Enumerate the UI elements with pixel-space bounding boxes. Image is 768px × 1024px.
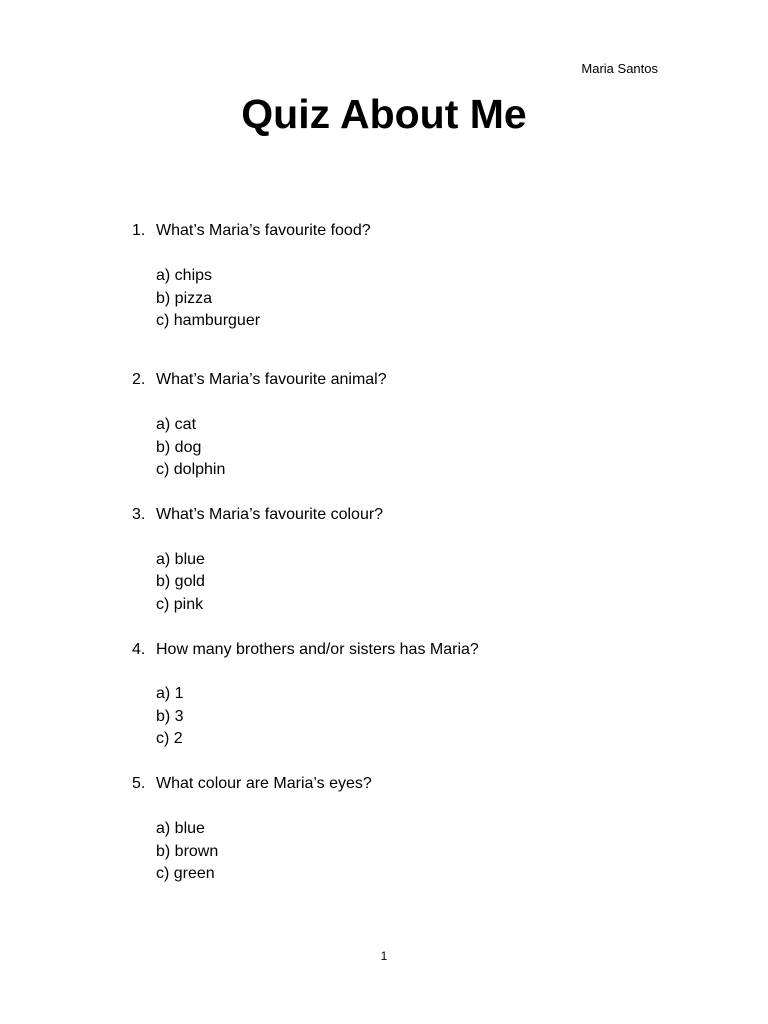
answer-option-a: a) blue: [156, 551, 205, 568]
answer-option-c: c) green: [156, 865, 215, 882]
answer-option-c: c) dolphin: [156, 461, 226, 478]
answer-option-a: a) chips: [156, 267, 213, 284]
answer-option-b: b) gold: [156, 573, 205, 590]
answer-option-c: c) pink: [156, 596, 204, 613]
answer-option-b: b) brown: [156, 843, 219, 860]
answer-option-a: a) 1: [156, 685, 184, 702]
question-number: 3.: [132, 506, 146, 523]
question-number: 4.: [132, 641, 146, 658]
page-title: Quiz About Me: [241, 91, 527, 137]
answer-option-a: a) cat: [156, 416, 197, 433]
question-text: What colour are Maria’s eyes?: [156, 775, 372, 792]
question-number: 1.: [132, 222, 146, 239]
page-number: 1: [380, 949, 388, 963]
answer-option-b: b) pizza: [156, 290, 213, 307]
question-text: What’s Maria’s favourite animal?: [156, 371, 387, 388]
question-number: 2.: [132, 371, 146, 388]
answer-option-b: b) dog: [156, 439, 202, 456]
answer-option-b: b) 3: [156, 708, 184, 725]
question-number: 5.: [132, 775, 146, 792]
question-text: How many brothers and/or sisters has Maria?: [156, 641, 479, 658]
author-name: Maria Santos: [581, 61, 658, 76]
answer-option-c: c) 2: [156, 730, 183, 747]
question-text: What’s Maria’s favourite food?: [156, 222, 371, 239]
answer-option-c: c) hamburguer: [156, 312, 261, 329]
question-text: What’s Maria’s favourite colour?: [156, 506, 384, 523]
answer-option-a: a) blue: [156, 820, 205, 837]
